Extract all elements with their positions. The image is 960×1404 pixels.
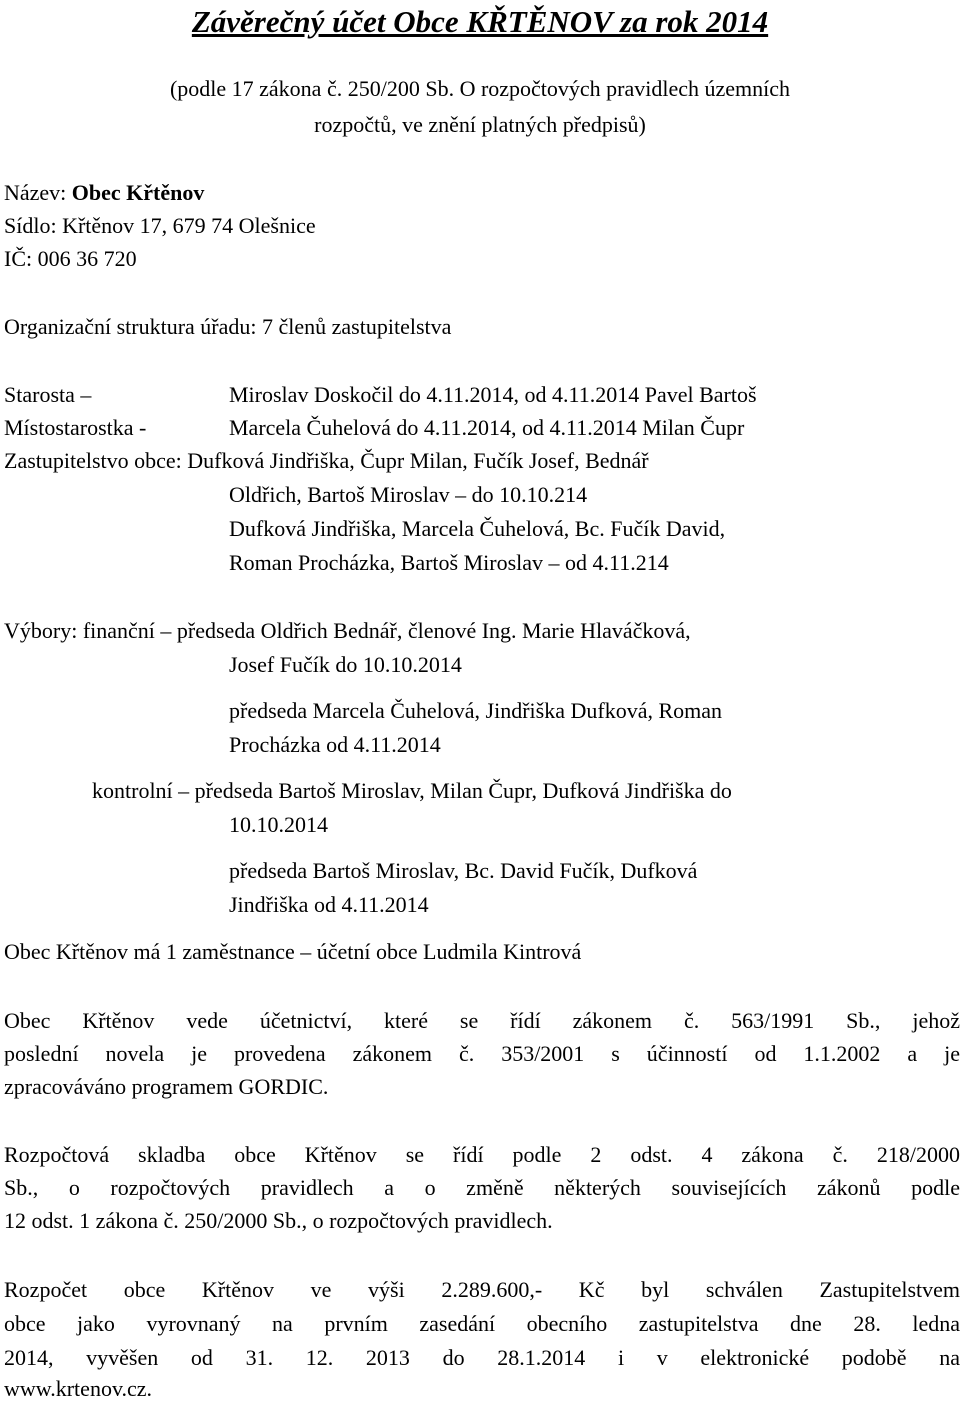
control-committee-line-4: Jindřiška od 4.11.2014 (229, 892, 429, 917)
council-line-3: Dufková Jindřiška, Marcela Čuhelová, Bc. Fučík David, (229, 516, 726, 541)
financial-committee-line-4: Procházka od 4.11.2014 (229, 732, 441, 757)
document-title: Závěrečný účet Obce KŘTĚNOV za rok 2014 (191, 4, 769, 39)
accounting-line-3: zpracováváno programem GORDIC. (4, 1074, 329, 1099)
financial-committee-line-3: předseda Marcela Čuhelová, Jindřiška Dufková, Roman (229, 698, 723, 723)
subtitle-line-1: (podle 17 zákona č. 250/200 Sb. O rozpočtových pravidlech územních (169, 76, 791, 101)
budget-line-3: 2014, vyvěšen od 31. 12. 2013 do 28.1.2014 i v elektronické podobě na (4, 1345, 960, 1370)
accounting-line-1: Obec Křtěnov vede účetnictví, které se řídí zákonem č. 563/1991 Sb., jehož (4, 1008, 960, 1033)
control-committee-line-2: 10.10.2014 (229, 812, 328, 837)
control-committee-line-1: kontrolní – předseda Bartoš Miroslav, Milan Čupr, Dufková Jindřiška do (92, 778, 732, 803)
council-line-4: Roman Procházka, Bartoš Miroslav – od 4.11.214 (229, 550, 669, 575)
municipality-seat: Sídlo: Křtěnov 17, 679 74 Olešnice (4, 213, 316, 238)
mayor-value: Miroslav Doskočil do 4.11.2014, od 4.11.2014 Pavel Bartoš (229, 382, 757, 407)
control-committee-line-3: předseda Bartoš Miroslav, Bc. David Fučík, Dufková (229, 858, 698, 883)
deputy-value: Marcela Čuhelová do 4.11.2014, od 4.11.2014 Milan Čupr (229, 415, 745, 440)
budget-line-4: www.krtenov.cz. (4, 1376, 153, 1401)
municipality-ic: IČ: 006 36 720 (4, 246, 137, 271)
accounting-line-2: poslední novela je provedena zákonem č. 353/2001 s účinností od 1.1.2002 a je (4, 1041, 960, 1066)
financial-committee-line-1: Výbory: finanční – předseda Oldřich Bednář, členové Ing. Marie Hlaváčková, (4, 618, 691, 643)
financial-committee-line-2: Josef Fučík do 10.10.2014 (229, 652, 462, 677)
office-structure: Organizační struktura úřadu: 7 členů zastupitelstva (4, 314, 452, 339)
budget-line-1: Rozpočet obce Křtěnov ve výši 2.289.600,- Kč byl schválen Zastupitelstvem (4, 1277, 960, 1302)
employee-info: Obec Křtěnov má 1 zaměstnance – účetní obce Ludmila Kintrová (4, 939, 582, 964)
name-value: Obec Křtěnov (71, 180, 205, 205)
council-line-2: Oldřich, Bartoš Miroslav – do 10.10.214 (229, 482, 588, 507)
name-label: Název: (4, 180, 72, 205)
municipality-name (4, 180, 204, 206)
budget-line-2: obce jako vyrovnaný na prvním zasedání obecního zastupitelstva dne 28. ledna (4, 1311, 960, 1336)
mayor-label: Starosta – (4, 382, 92, 407)
budget-structure-line-1: Rozpočtová skladba obce Křtěnov se řídí podle 2 odst. 4 zákona č. 218/2000 (4, 1142, 960, 1167)
budget-structure-line-2: Sb., o rozpočtových pravidlech a o změně některých souvisejících zákonů podle (4, 1175, 960, 1200)
deputy-label: Místostarostka - (4, 415, 147, 440)
council-line-1: Zastupitelstvo obce: Dufková Jindřiška, Čupr Milan, Fučík Josef, Bednář (4, 448, 649, 473)
budget-structure-line-3: 12 odst. 1 zákona č. 250/2000 Sb., o rozpočtových pravidlech. (4, 1208, 553, 1233)
subtitle-line-2: rozpočtů, ve znění platných předpisů) (314, 112, 646, 137)
